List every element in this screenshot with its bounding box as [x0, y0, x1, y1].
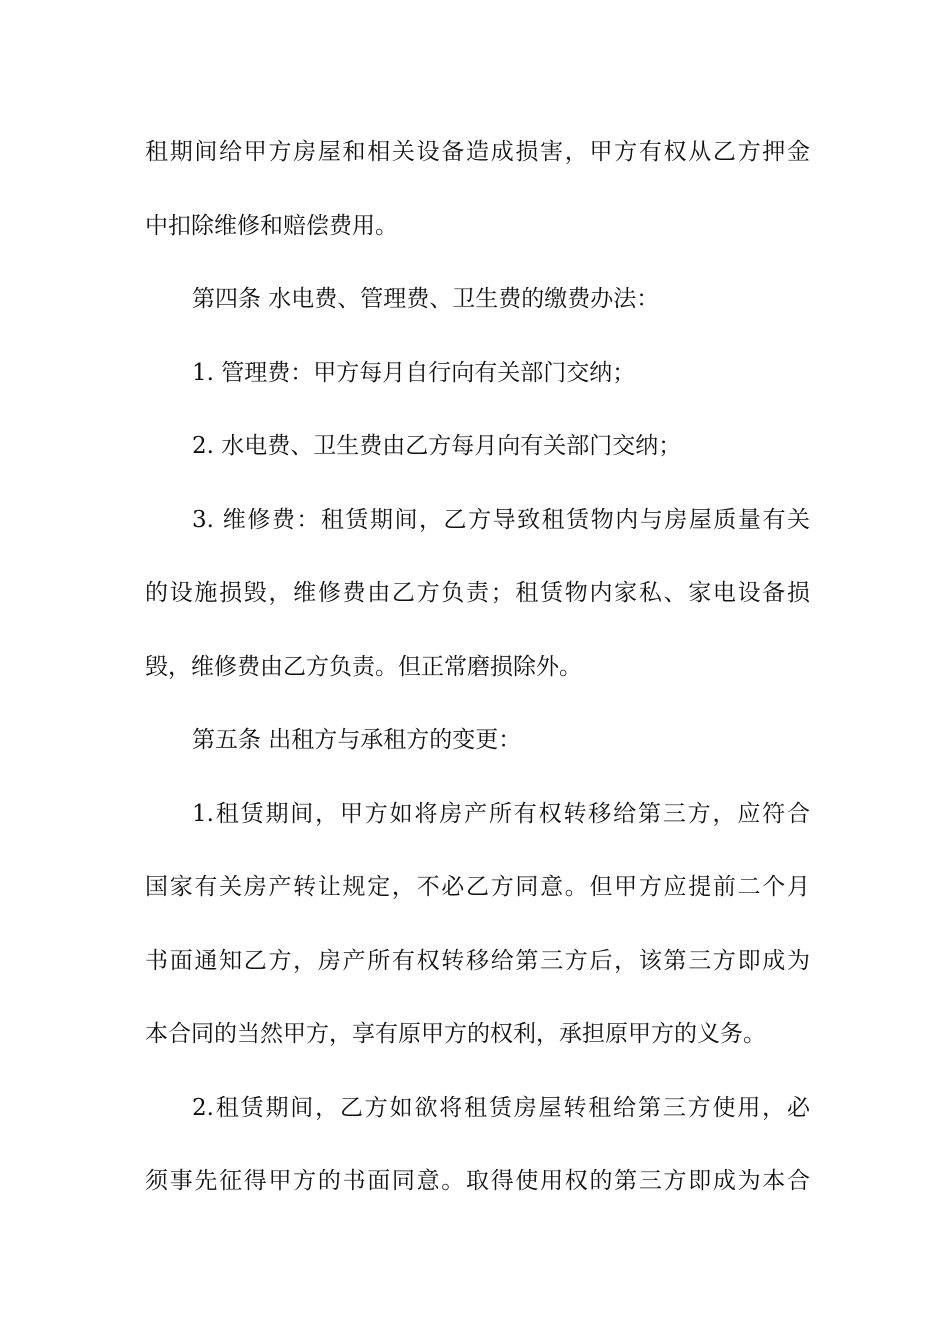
document-body: [145, 127, 810, 1230]
text-line: 书面通知乙方，房产所有权转移给第三方后，该第三方即成为: [145, 947, 810, 974]
text-line: 3. 维修费：租赁期间，乙方导致租赁物内与房屋质量有关: [192, 506, 810, 533]
text-line: 须事先征得甲方的书面同意。取得使用权的第三方即成为本合: [145, 1168, 810, 1194]
text-line: 2. 水电费、卫生费由乙方每月向有关部门交纳；: [192, 433, 682, 459]
text-line: 1.租赁期间，甲方如将房产所有权转移给第三方，应符合: [192, 800, 810, 827]
text-line: 中扣除维修和赔偿费用。: [145, 212, 398, 239]
text-line: 的设施损毁，维修费由乙方负责；租赁物内家私、家电设备损: [145, 580, 810, 606]
article-5-heading: 第五条 出租方与承租方的变更：: [192, 727, 522, 753]
text-line: 毁，维修费由乙方负责。但正常磨损除外。: [145, 653, 582, 680]
text-line: 本合同的当然甲方，享有原甲方的权利，承担原甲方的义务。: [145, 1021, 766, 1047]
text-line: 2.租赁期间，乙方如欲将租赁房屋转租给第三方使用，必: [192, 1094, 810, 1121]
article-4-heading: 第四条 水电费、管理费、卫生费的缴费办法：: [192, 286, 660, 312]
text-line: 租期间给甲方房屋和相关设备造成损害，甲方有权从乙方押金: [145, 139, 810, 165]
text-line: 国家有关房产转让规定，不必乙方同意。但甲方应提前二个月: [145, 874, 810, 900]
text-line: 1. 管理费：甲方每月自行向有关部门交纳；: [192, 359, 636, 386]
